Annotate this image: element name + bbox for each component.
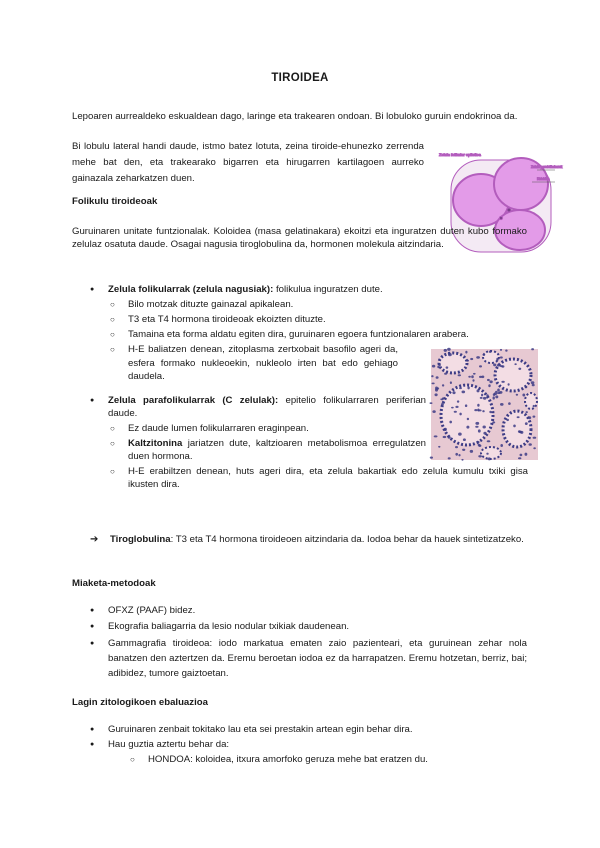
- parafollicular-cell: [507, 208, 511, 212]
- list-item: [90, 283, 527, 384]
- cell-nucleus: [529, 443, 532, 446]
- list-item: [108, 437, 426, 463]
- section-title-follicles: Folikulu tiroideoak: [72, 196, 158, 207]
- cell-types-list: [90, 283, 527, 491]
- list-item: ● OFXZ (PAAF) bidez.: [90, 604, 527, 617]
- cell-nucleus: [532, 384, 535, 386]
- list-item: ○ Ez daude lumen folikularraren eraginpean.: [108, 422, 426, 435]
- parafollicular-sublist: [108, 422, 528, 491]
- figure-label-colloid: Koloidea: [537, 177, 550, 181]
- list-item: ● Ekografia baliagarria da lesio nodular txikiak daudenean.: [90, 620, 527, 633]
- intro-paragraph-1: Lepoaren aurrealdeko eskualdean dago, laringe eta trakearen ondoan. Bi lobuloko guruin endokrinoa da.: [72, 111, 518, 122]
- tiroglobulin-desc: : T3 eta T4 hormona tiroideoen aitzindaria da. Iodoa behar da hauek sintetizatzeko.: [170, 534, 524, 545]
- section-title-methods: Miaketa-metodoak: [72, 578, 156, 589]
- evaluation-intro: Hau guztia aztertu behar da:: [108, 739, 230, 750]
- parafollicular-cell: [499, 216, 502, 219]
- parafollicular-line: [108, 394, 426, 420]
- list-item: [90, 394, 528, 491]
- term-tiroglobulin: Tiroglobulina: [110, 534, 171, 545]
- list-item: ○ Bilo motzak dituzte gainazal apikalean.: [108, 298, 527, 311]
- intro-paragraph-2: Bi lobulu lateral handi daude, istmo batez lotuta, zeina tiroide-ehunezko zerrenda mehe bat den, eta trakearako bigarren eta hirugarren kartilagoen aurreko gainazala zeharkatzen duen.: [72, 141, 424, 184]
- list-item: ● Guruinaren zenbait tokitako lau eta sei prestakin artean egin behar dira.: [90, 723, 527, 736]
- figure-label-top: Zelula folikular epitelioa: [439, 152, 481, 157]
- follicular-sublist: [108, 298, 527, 384]
- calcitonin-desc: jariatzen dute, kaltzioaren metabolismoa erregulatzen duen hormona.: [128, 437, 426, 462]
- follicular-cells-desc: folikulua inguratzen dute.: [273, 284, 383, 295]
- cell-nucleus: [533, 416, 536, 418]
- list-item: ○ HONDOA: koloidea, itxura amorfoko geruza mehe bat eratzen du.: [128, 753, 527, 766]
- cell-nucleus: [528, 416, 531, 419]
- cell-nucleus: [531, 381, 535, 384]
- cell-nucleus: [533, 437, 537, 439]
- term-follicular-cells: Zelula folikularrak (zelula nagusiak):: [108, 284, 274, 295]
- parafollicular-cells-desc: epitelio folikularraren periferian daude.: [108, 394, 426, 419]
- evaluation-sublist: [128, 753, 527, 766]
- arrow-icon: ➔: [90, 534, 99, 545]
- cell-nucleus: [533, 447, 536, 449]
- list-item: ○ H-E baliatzen denean, zitoplasma zertxobait basofilo ageri da, esfera formako nukleoekin, nukleolo irten bat edo gehiago daudela.: [108, 343, 398, 384]
- list-item: ○ Tamaina eta forma aldatu egiten dira, guruinaren egoera funtzionalaren arabera.: [108, 328, 528, 341]
- figure-label-parafollicular: Zelula parafolikularrak: [531, 165, 563, 169]
- document-title: TIROIDEA: [271, 72, 329, 84]
- list-item: ● Gammagrafia tiroideoa: iodo markatua ematen zaio pazienteari, eta guruinean zehar nola banatzen den aztertzen da. Eremu beroetan iodoa ez da harrapatzen. Eremu hotzetan, berriz, bai; adibidez, tumore gaiztoetan.: [90, 636, 527, 681]
- list-item: ○ H-E erabiltzen denean, huts ageri dira, eta zelula bakartiak edo zelula kumulu txiki gisa ikusten dira.: [108, 465, 528, 491]
- list-item: [90, 738, 527, 766]
- section-title-evaluation: Lagin zitologikoen ebaluazioa: [72, 697, 208, 708]
- evaluation-list: [90, 723, 527, 766]
- methods-list: [90, 604, 527, 681]
- tiroglobulin-note: [90, 532, 547, 547]
- follicles-paragraph: Guruinaren unitate funtzionalak. Koloidea (masa gelatinakara) ekoitzi eta inguratzen duten kubo formako zelulaz osatuta daude. Osagai nagusia tiroglobulina da, hormonen molekula aitzindaria.: [72, 226, 527, 250]
- list-item: ○ T3 eta T4 hormona tiroideoak ekoizten dituzte.: [108, 313, 527, 326]
- term-parafollicular-cells: Zelula parafolikularrak (C zelulak):: [108, 394, 279, 406]
- term-calcitonin: Kaltzitonina: [128, 437, 183, 449]
- cell-nucleus: [533, 405, 535, 407]
- cell-nucleus: [531, 348, 534, 350]
